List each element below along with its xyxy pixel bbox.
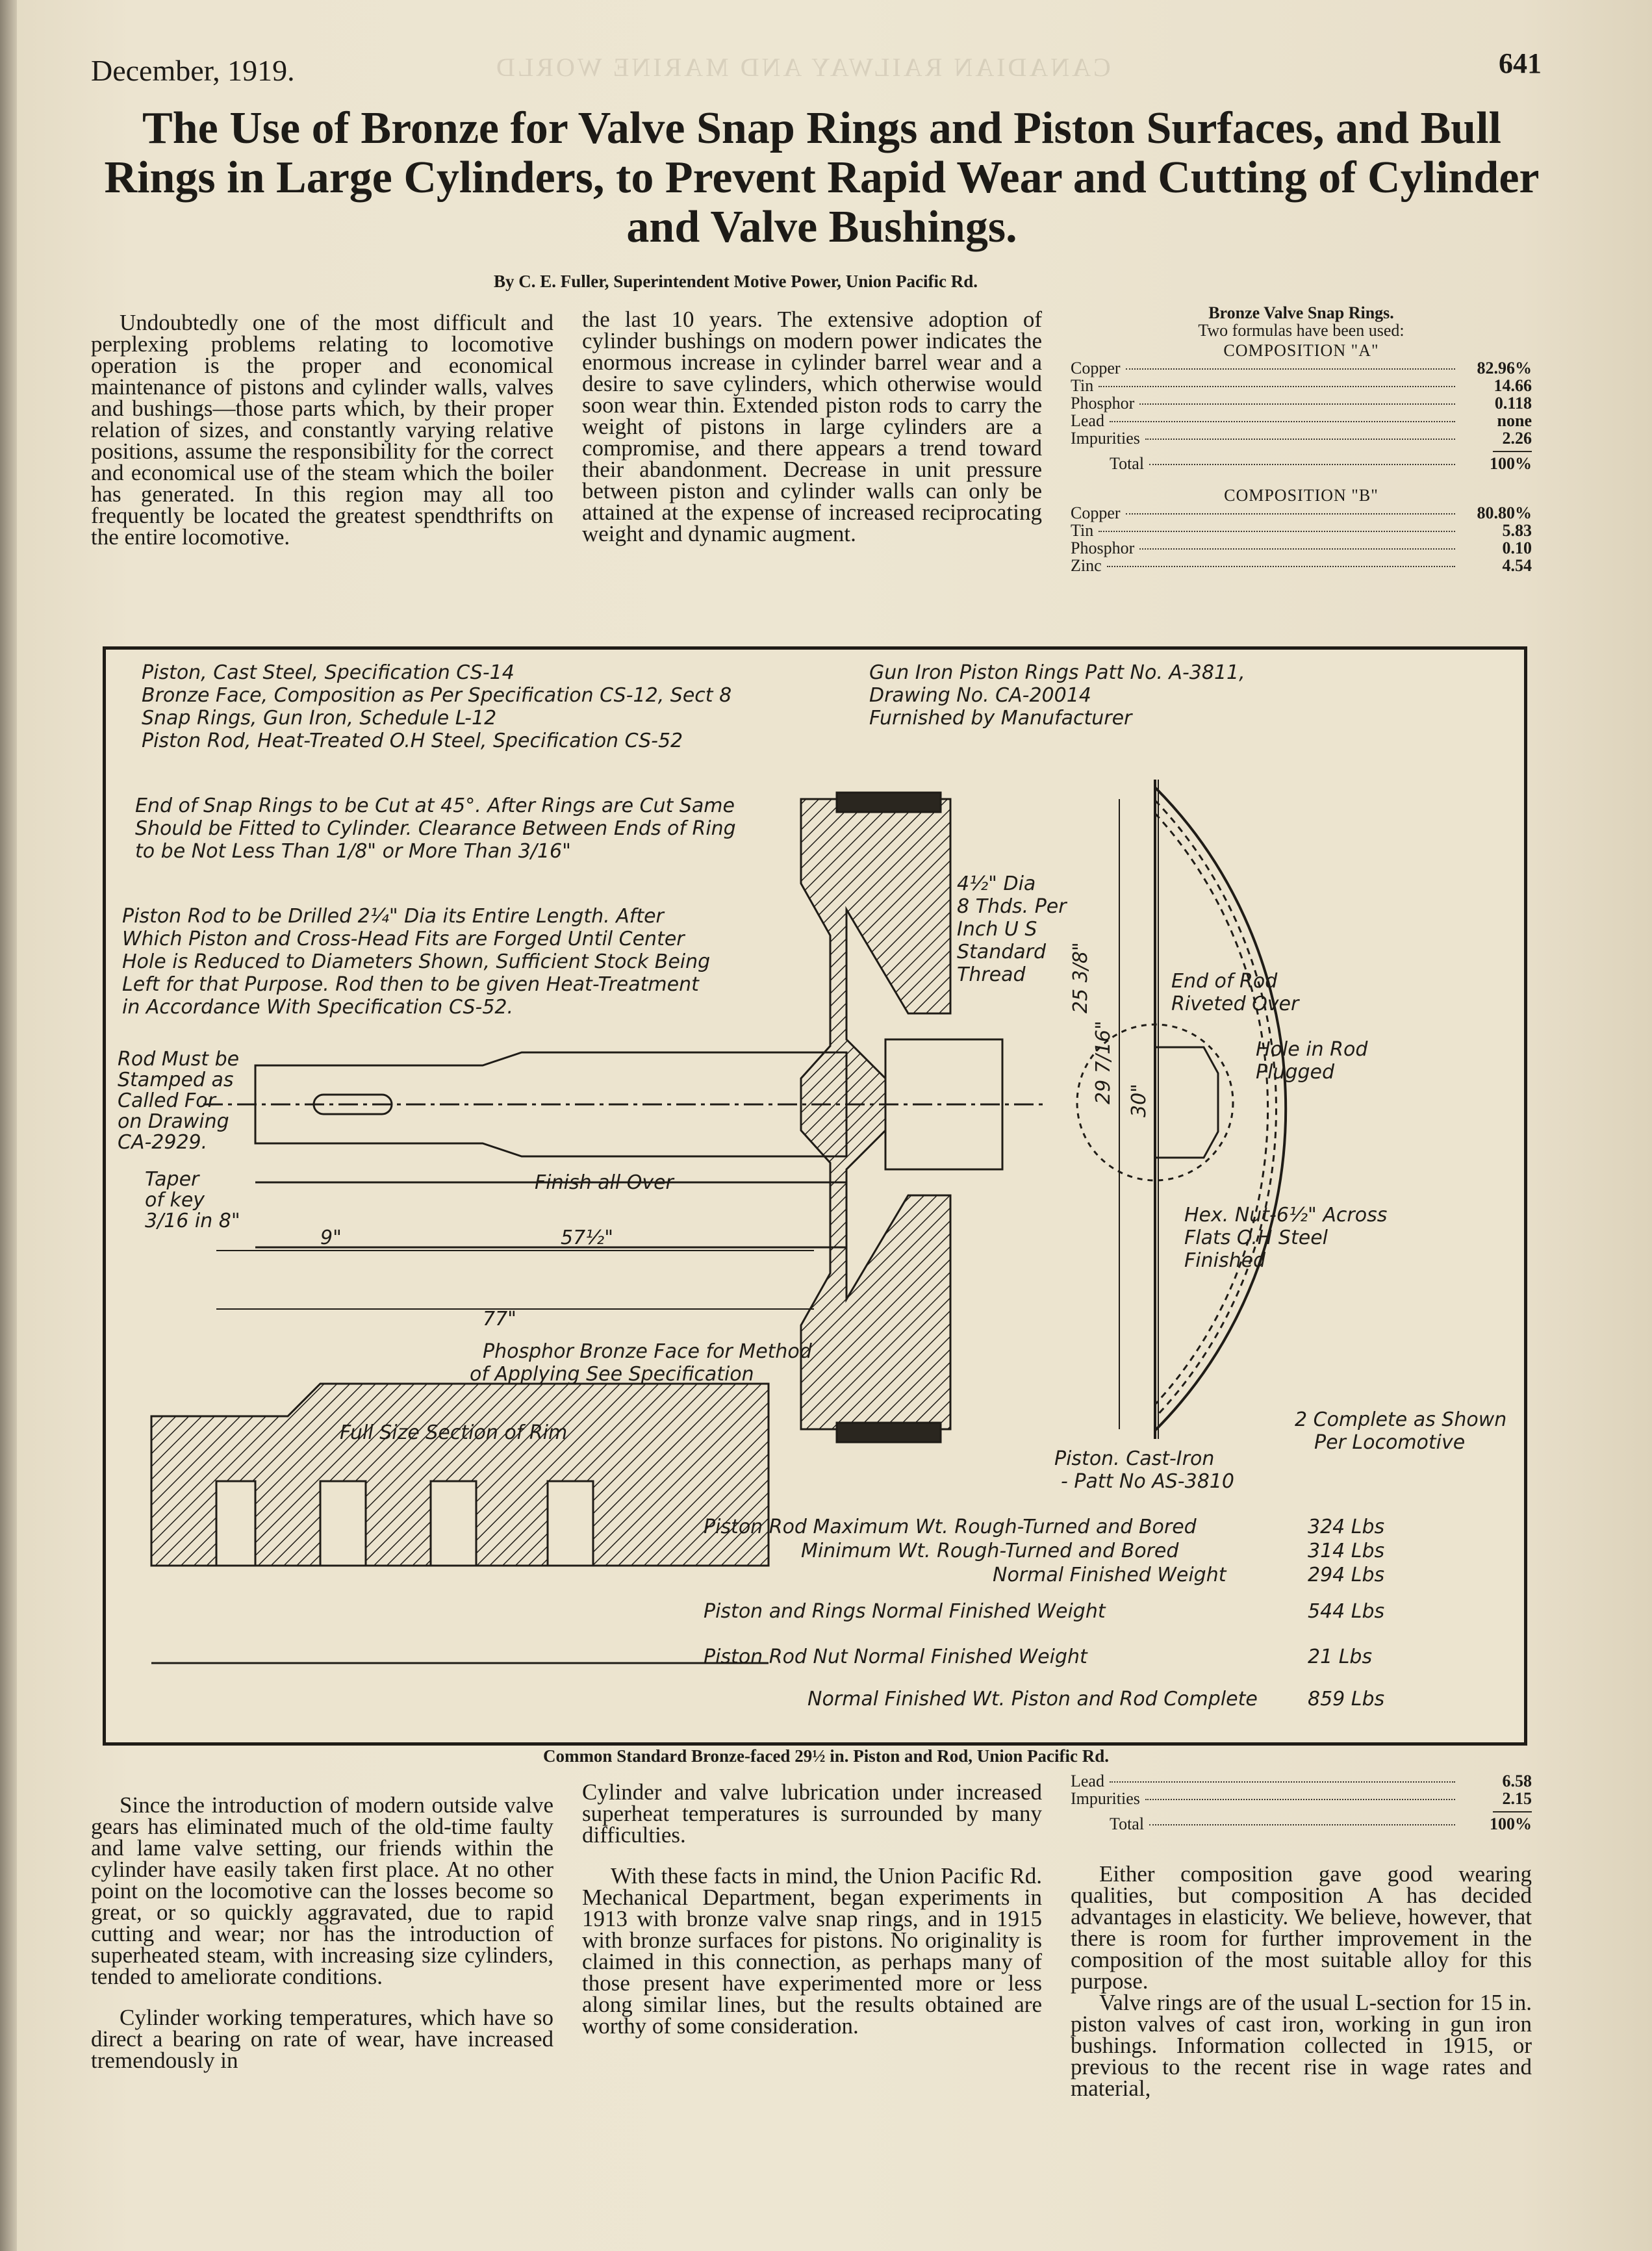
piston-side-view: [1077, 780, 1286, 1439]
paragraph: With these facts in mind, the Union Pacific Rd. Mechanical Department, began experiments in 1913 with bronze valve snap rings, and in 1915 with bronze surfaces for pistons. No originality is claimed in this connection, as perhaps many of those present have experimented more or less along similar lines, but the results obtained are worthy of some consideration.: [582, 1863, 1042, 2039]
element-percent: 0.118: [1494, 394, 1532, 413]
leader-dots: [1145, 1799, 1455, 1800]
weight-label: Normal Finished Wt. Piston and Rod Complete: [807, 1688, 1258, 1711]
column-1-bottom: [91, 1794, 553, 2071]
dimension-label: 9": [320, 1227, 342, 1249]
composition-row: [1071, 557, 1532, 574]
rod-stamp-note: Called For: [118, 1089, 216, 1112]
weight-value: 314 Lbs: [1308, 1540, 1385, 1562]
leader-dots: [1139, 403, 1455, 405]
weight-label: Piston Rod Maximum Wt. Rough-Turned and Bored: [704, 1516, 1197, 1538]
taper-key-note: 3/16 in 8": [145, 1210, 240, 1232]
composition-b-continued: [1071, 1772, 1532, 1833]
total-rule: [1493, 451, 1532, 452]
element-name: Phosphor: [1071, 539, 1135, 557]
element-name: Zinc: [1071, 556, 1102, 575]
weight-value: 21 Lbs: [1308, 1646, 1373, 1668]
rod-end-note: Riveted Over: [1171, 993, 1299, 1015]
spec-line: Bronze Face, Composition as Per Specification CS-12, Sect 8: [142, 684, 732, 707]
complete-note: Per Locomotive: [1314, 1431, 1466, 1454]
element-percent: 6.58: [1502, 1772, 1532, 1790]
dimension-label: 57½": [561, 1227, 614, 1249]
rim-section-label: Full Size Section of Rim: [340, 1421, 568, 1444]
piston-engineering-drawing: [106, 650, 1524, 1742]
composition-b-rows: [1071, 504, 1532, 574]
spec-line: Piston, Cast Steel, Specification CS-14: [142, 661, 515, 684]
spec-line: Piston Rod, Heat-Treated O.H Steel, Specification CS-52: [142, 730, 683, 752]
weights-table: [704, 1516, 1384, 1711]
column-3-bottom: [1071, 1863, 1532, 2099]
weight-value: 544 Lbs: [1308, 1600, 1385, 1623]
rod-note: Hole is Reduced to Diameters Shown, Sufficient Stock Being: [122, 950, 711, 973]
rod-stamp-note: Stamped as: [118, 1069, 234, 1091]
paragraph: Cylinder working temperatures, which have so direct a bearing on rate of wear, have increased tremendously in: [91, 2005, 553, 2073]
element-percent: 80.80%: [1477, 503, 1532, 522]
leader-dots: [1139, 548, 1455, 550]
gun-iron-note: Furnished by Manufacturer: [869, 707, 1132, 730]
snap-ring-note: to be Not Less Than 1/8" or More Than 3/16": [135, 840, 571, 863]
leader-dots: [1126, 513, 1455, 515]
phosphor-note: of Applying See Specification: [470, 1363, 754, 1386]
taper-key-note: Taper: [145, 1168, 199, 1191]
element-name: Impurities: [1071, 1789, 1140, 1808]
element-percent: 14.66: [1493, 376, 1532, 395]
dimension-label: 25 3/8": [1069, 942, 1092, 1013]
thread-note: Thread: [957, 963, 1026, 986]
composition-a-title: COMPOSITION "A": [1223, 341, 1379, 360]
column-2-bottom: [582, 1781, 1042, 2037]
thread-note: Inch U S: [957, 918, 1037, 941]
thread-note: 8 Thds. Per: [957, 895, 1067, 918]
element-name: Lead: [1071, 411, 1104, 430]
composition-row: [1071, 429, 1532, 447]
complete-note: 2 Complete as Shown: [1295, 1408, 1507, 1431]
hexnut-note: Flats O.H Steel: [1184, 1227, 1328, 1249]
total-value: 100%: [1490, 454, 1532, 473]
composition-a-total: [1071, 455, 1532, 472]
piston-pattern-note: - Patt No AS-3810: [1061, 1470, 1234, 1493]
rod-stamp-note: CA-2929.: [118, 1131, 208, 1154]
table-heading: Bronze Valve Snap Rings.: [1208, 303, 1394, 322]
composition-row: [1071, 377, 1532, 394]
rod-stamp-note: on Drawing: [118, 1110, 229, 1133]
leader-dots: [1110, 421, 1455, 422]
composition-row: [1071, 394, 1532, 412]
table-subheading: Two formulas have been used:: [1198, 321, 1404, 340]
thread-note: Standard: [957, 941, 1047, 963]
dimension-label: 30": [1128, 1084, 1150, 1117]
composition-row: [1071, 539, 1532, 557]
element-name: Tin: [1071, 376, 1094, 395]
phosphor-note: Phosphor Bronze Face for Method: [483, 1340, 812, 1363]
weight-label: Piston Rod Nut Normal Finished Weight: [704, 1646, 1087, 1668]
leader-dots: [1149, 464, 1455, 465]
weight-value: 859 Lbs: [1308, 1688, 1385, 1711]
element-percent: 82.96%: [1477, 359, 1532, 377]
weight-label: Minimum Wt. Rough-Turned and Bored: [801, 1540, 1179, 1562]
element-percent: 2.26: [1502, 429, 1532, 448]
composition-row: [1071, 522, 1532, 539]
snap-ring-note: Should be Fitted to Cylinder. Clearance Between Ends of Ring: [135, 817, 736, 840]
rod-note: in Accordance With Specification CS-52.: [122, 996, 514, 1019]
rod-note: Left for that Purpose. Rod then to be given Heat-Treatment: [122, 973, 699, 996]
thread-note: 4½" Dia: [957, 872, 1036, 895]
element-name: Copper: [1071, 503, 1121, 522]
total-label: Total: [1110, 1814, 1145, 1833]
leader-dots: [1099, 531, 1455, 532]
total-label: Total: [1110, 454, 1145, 473]
bronze-composition-table: [1071, 304, 1532, 574]
finish-all-over-label: Finish all Over: [535, 1171, 674, 1194]
composition-b-continued-rows: [1071, 1772, 1532, 1807]
column-2-top: [582, 309, 1042, 544]
dimension-label: 77": [483, 1308, 516, 1330]
composition-b-total: [1071, 1815, 1532, 1833]
element-percent: 2.15: [1502, 1789, 1532, 1808]
snap-ring-note: End of Snap Rings to be Cut at 45°. After Rings are Cut Same: [135, 795, 735, 817]
hexnut-note: Hex. Nut-6½" Across: [1184, 1204, 1388, 1227]
composition-b-title: COMPOSITION "B": [1224, 486, 1379, 505]
weight-label: Piston and Rings Normal Finished Weight: [704, 1600, 1106, 1623]
composition-row: [1071, 359, 1532, 377]
rod-note: Piston Rod to be Drilled 2¼" Dia its Entire Length. After: [122, 905, 664, 928]
issue-date: December, 1919.: [91, 54, 295, 87]
composition-row: [1071, 1790, 1532, 1807]
leader-dots: [1099, 386, 1455, 387]
element-name: Lead: [1071, 1772, 1104, 1790]
leader-dots: [1110, 1781, 1455, 1783]
leader-dots: [1126, 368, 1455, 370]
leader-dots: [1107, 566, 1455, 567]
element-name: Impurities: [1071, 429, 1140, 448]
composition-a-rows: [1071, 359, 1532, 447]
hole-note: Hole in Rod: [1256, 1038, 1368, 1061]
paragraph: Since the introduction of modern outside valve gears has eliminated much of the old-time faulty and lame valve setting, our friends within the cylinder have easily taken first place. At no other point on the locomotive can the losses become so great, or so quickly aggravated, due to rapid cutting and wear; nor has the introduction of superheated steam, with increasing size cylinders, tended to ameliorate conditions.: [91, 1792, 553, 1989]
weight-value: 324 Lbs: [1308, 1516, 1385, 1538]
element-percent: 5.83: [1502, 521, 1532, 540]
bleed-through-text: CANADIAN RAILWAY AND MARINE WORLD: [494, 53, 1111, 82]
figure-caption: Common Standard Bronze-faced 29½ in. Piston and Rod, Union Pacific Rd.: [542, 1746, 1110, 1766]
element-percent: 4.54: [1502, 556, 1532, 575]
taper-key-note: of key: [145, 1189, 205, 1212]
hole-note: Plugged: [1256, 1061, 1335, 1084]
element-name: Phosphor: [1071, 394, 1135, 413]
gun-iron-note: Gun Iron Piston Rings Patt No. A-3811,: [869, 661, 1245, 684]
element-name: Copper: [1071, 359, 1121, 377]
weight-value: 294 Lbs: [1308, 1564, 1385, 1586]
piston-drawing-figure: [103, 646, 1527, 1746]
paragraph: Undoubtedly one of the most difficult and perplexing problems relating to locomotive operation is the proper and economical maintenance of pistons and cylinder walls, valves and bushings—those parts which, by their proper relation of sizes, and constantly varying relative positions, assume the responsibility for the correct and economical use of the steam which the boiler has generated. In this region may all too frequently be located the greatest spendthrifts on the entire locomotive.: [91, 310, 553, 550]
rod-note: Which Piston and Cross-Head Fits are Forged Until Center: [122, 928, 685, 950]
leader-dots: [1149, 1824, 1455, 1825]
element-percent: 0.10: [1502, 539, 1532, 557]
composition-row: [1071, 1772, 1532, 1790]
page-spine-shadow: [0, 0, 17, 2251]
article-byline: By C. E. Fuller, Superintendent Motive Power, Union Pacific Rd.: [494, 272, 978, 291]
leader-dots: [1145, 439, 1455, 440]
weight-label: Normal Finished Weight: [993, 1564, 1226, 1586]
composition-row: [1071, 504, 1532, 522]
paragraph: Either composition gave good wearing qualities, but composition A has decided advantages in elasticity. We believe, however, that there is room for further improvement in the composition of the most suitable alloy for this purpose.: [1071, 1861, 1532, 1994]
article-title: The Use of Bronze for Valve Snap Rings and Piston Surfaces, and Bull Rings in Large Cylinders, to Prevent Rapid Wear and Cutting of Cylinder and Valve Bushings.: [104, 103, 1540, 252]
piston-pattern-note: Piston. Cast-Iron: [1054, 1447, 1215, 1470]
gun-iron-note: Drawing No. CA-20014: [869, 684, 1091, 707]
dimension-label: 29 7/16": [1092, 1021, 1115, 1104]
element-name: Tin: [1071, 521, 1094, 540]
rod-stamp-note: Rod Must be: [118, 1048, 240, 1071]
column-1-top: [91, 312, 553, 548]
element-percent: none: [1497, 411, 1532, 430]
paragraph: the last 10 years. The extensive adoption of cylinder bushings on modern power indicates the enormous increase in cylinder barrel wear and a desire to save cylinders, which otherwise would soon wear thin. Extended piston rods to carry the weight of pistons in large cylinders are a compromise, and there appears a trend toward their abandonment. Decrease in unit pressure between piston and cylinder walls can only be attained at the expense of increased reciprocating weight and dynamic augment.: [582, 307, 1042, 546]
spec-line: Snap Rings, Gun Iron, Schedule L-12: [142, 707, 497, 730]
paragraph: Cylinder and valve lubrication under increased superheat temperatures is surrounded by many difficulties.: [582, 1779, 1042, 1848]
total-rule: [1493, 1811, 1532, 1812]
page-number: 641: [1499, 47, 1542, 79]
composition-row: [1071, 412, 1532, 429]
rod-end-note: End of Rod: [1171, 970, 1278, 993]
paragraph: Valve rings are of the usual L-section for 15 in. piston valves of cast iron, working in gun iron bushings. Information collected in 1915, or previous to the recent rise in wage rates and material,: [1071, 1990, 1532, 2101]
hexnut-note: Finished: [1184, 1249, 1266, 1272]
total-value: 100%: [1490, 1814, 1532, 1833]
